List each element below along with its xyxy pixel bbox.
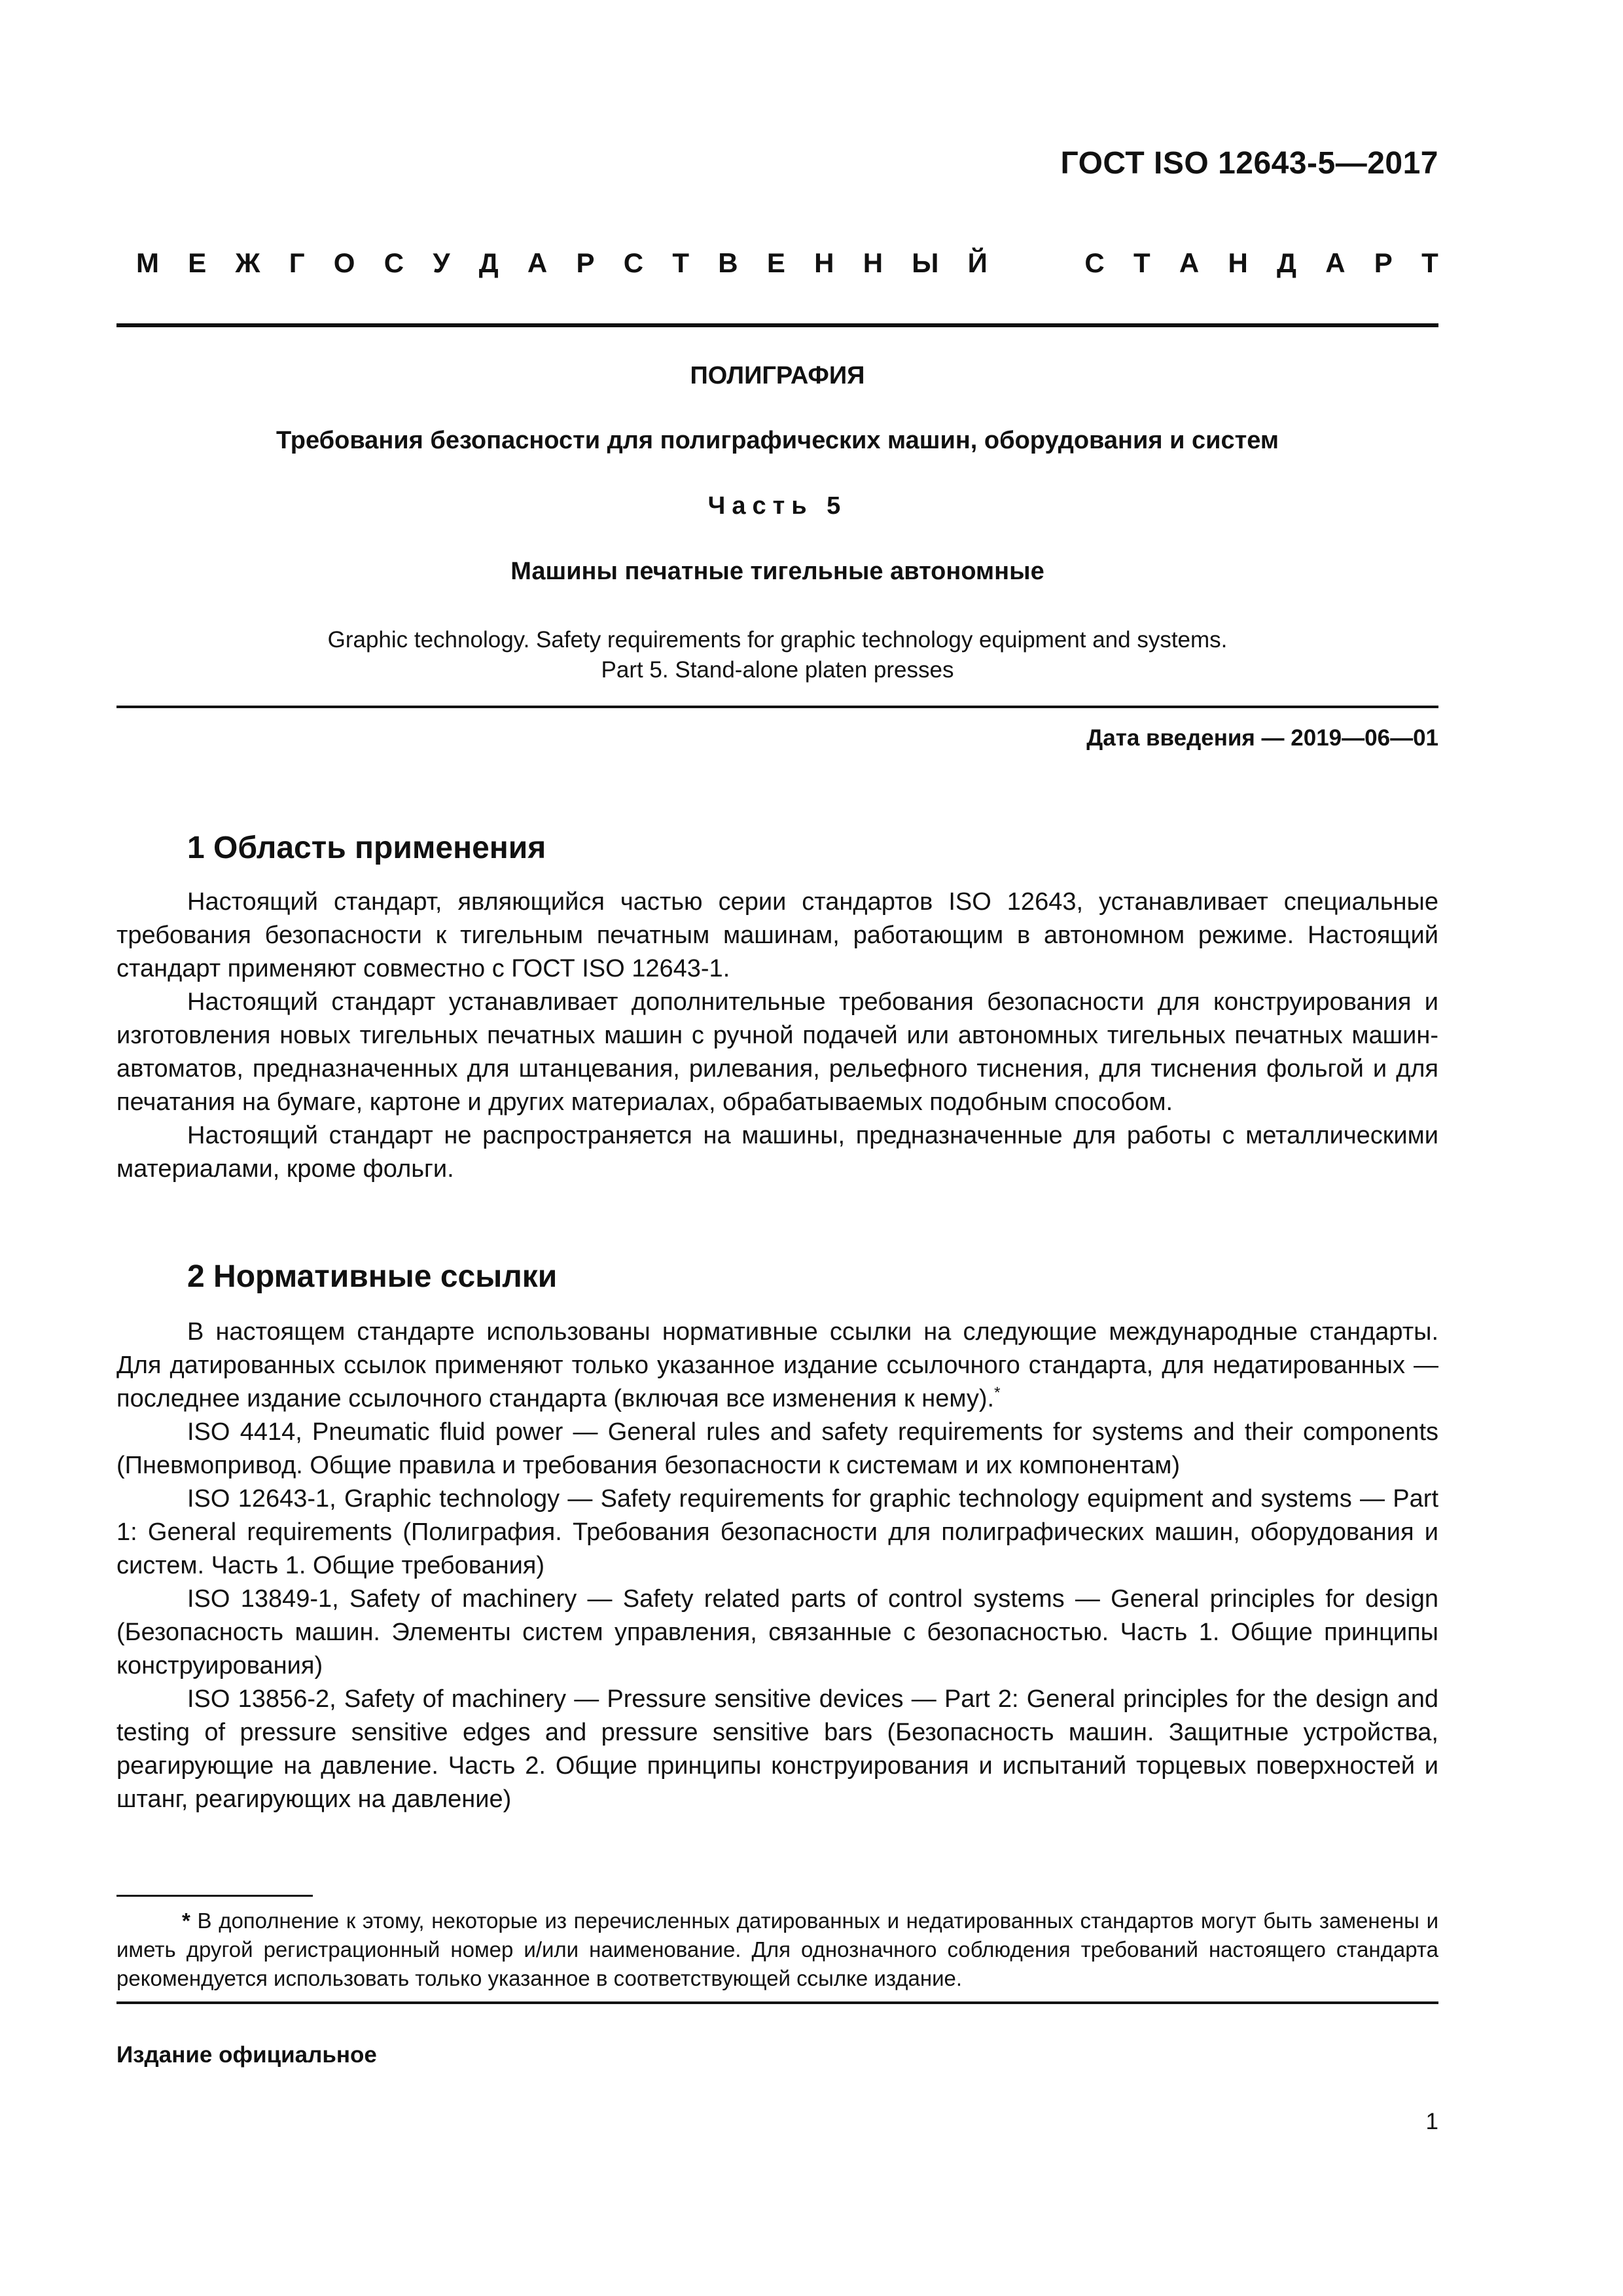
section-heading: 1 Область применения bbox=[187, 831, 546, 865]
kind-letter: Н bbox=[863, 247, 883, 278]
title-part-name: Машины печатные тигельные автономные bbox=[510, 558, 1044, 585]
page-number: 1 bbox=[1425, 2109, 1438, 2134]
document-page bbox=[116, 0, 1438, 2296]
title-english-line: Graphic technology. Safety requirements for graphic technology equipment and systems. bbox=[327, 627, 1228, 653]
kind-letter: А bbox=[527, 247, 548, 278]
kind-letter: В bbox=[718, 247, 738, 278]
kind-letter: Т bbox=[672, 247, 689, 278]
paragraph-text: В настоящем стандарте использованы нормативные ссылки на следующие международные стандарты. Для датированных ссылок применяют только указанное издание ссылочного стандарта, для недатированных — последнее издание ссылочного стандарта (включая все изменения к нему). bbox=[116, 1318, 1438, 1412]
footnote-paragraph bbox=[116, 1907, 1438, 1993]
title-main: ПОЛИГРАФИЯ bbox=[690, 362, 865, 389]
title-part: Часть 5 bbox=[707, 492, 847, 520]
footnote-mark[interactable]: * bbox=[994, 1384, 1001, 1402]
reference-item: ISO 13856-2, Safety of machinery — Pressure sensitive devices — Part 2: General principles for the design and testing of pressure sensitive edges and pressure sensitive bars (Безопасность машин. Защитные устройства, реагирующие на давление. Часть 2. Общие принципы конструирования и испытаний торцевых поверхностей и штанг, реагирующих на давление) bbox=[116, 1685, 1438, 1813]
paragraph: Настоящий стандарт устанавливает дополнительные требования безопасности для конструирования и изготовления новых тигельных печатных машин с ручной подачей или автономных тигельных печатных машин-автоматов, предназначенных для штанцевания, рилевания, рельефного тиснения, для тиснения фольгой и для печатания на бумаге, картоне и других материалах, обрабатываемых подобным способом. bbox=[116, 988, 1438, 1116]
paragraph: Настоящий стандарт не распространяется на машины, предназначенные для работы с металлическими материалами, кроме фольги. bbox=[116, 1122, 1438, 1183]
document-code: ГОСТ ISO 12643-5—2017 bbox=[1060, 146, 1438, 181]
kind-letter: Ж bbox=[235, 247, 260, 278]
header-rule bbox=[116, 323, 1438, 327]
paragraph bbox=[116, 1316, 1438, 1416]
footnote bbox=[116, 1907, 1438, 1993]
kind-letter: Й bbox=[967, 247, 988, 278]
kind-letter: Д bbox=[1277, 247, 1296, 278]
section-body bbox=[116, 886, 1438, 1186]
official-edition-label: Издание официальное bbox=[116, 2042, 377, 2068]
title-english bbox=[116, 625, 1438, 685]
kind-letter: О bbox=[333, 247, 355, 278]
kind-letter: А bbox=[1179, 247, 1200, 278]
kind-letter: Ы bbox=[912, 247, 939, 278]
kind-letter: М bbox=[136, 247, 159, 278]
kind-letter: Р bbox=[576, 247, 595, 278]
kind-letter: А bbox=[1325, 247, 1346, 278]
kind-letter: Т bbox=[1421, 247, 1438, 278]
reference-item: ISO 4414, Pneumatic fluid power — General rules and safety requirements for systems and their components (Пневмопривод. Общие правила и требования безопасности к системам и их компонентам) bbox=[116, 1418, 1438, 1479]
kind-letter: У bbox=[433, 247, 450, 278]
standard-kind-line bbox=[136, 247, 1438, 279]
footer-rule bbox=[116, 2001, 1438, 2004]
kind-letter: С bbox=[623, 247, 644, 278]
kind-letter: Т bbox=[1133, 247, 1150, 278]
reference-item: ISO 13849-1, Safety of machinery — Safety related parts of control systems — General principles for design (Безопасность машин. Элементы систем управления, связанные с безопасностью. Часть 1. Общие принципы конструирования) bbox=[116, 1585, 1438, 1679]
kind-letter: Е bbox=[188, 247, 207, 278]
kind-letter: Д bbox=[478, 247, 499, 278]
footnote-star: * bbox=[182, 1909, 190, 1933]
kind-letter: Р bbox=[1374, 247, 1393, 278]
kind-letter: Г bbox=[289, 247, 305, 278]
kind-letter: Е bbox=[766, 247, 785, 278]
paragraph: Настоящий стандарт, являющийся частью серии стандартов ISO 12643, устанавливает специальные требования безопасности к тигельным печатным машинам, работающим в автономном режиме. Настоящий стандарт применяют совместно с ГОСТ ISO 12643-1. bbox=[116, 888, 1438, 982]
kind-letter: С bbox=[383, 247, 404, 278]
kind-letter: Н bbox=[1228, 247, 1248, 278]
title-english-line: Part 5. Stand-alone platen presses bbox=[601, 657, 954, 683]
kind-letter: Н bbox=[814, 247, 834, 278]
reference-item: ISO 12643-1, Graphic technology — Safety requirements for graphic technology equipment and systems — Part 1: General requirements (Полиграфия. Требования безопасности для полиграфических машин, оборудования и систем. Часть 1. Общие требования) bbox=[116, 1485, 1438, 1579]
title-subtitle: Требования безопасности для полиграфических машин, оборудования и систем bbox=[276, 427, 1279, 454]
title-rule bbox=[116, 706, 1438, 708]
word-gap bbox=[1016, 247, 1056, 279]
introduction-date: Дата введения — 2019—06—01 bbox=[1086, 725, 1438, 751]
section-heading: 2 Нормативные ссылки bbox=[187, 1259, 558, 1294]
footnote-text: В дополнение к этому, некоторые из перечисленных датированных и недатированных стандартов могут быть заменены и иметь другой регистрационный номер и/или наименование. Для однозначного соблюдения требований настоящего стандарта рекомендуется использовать только указанное в соответствующей ссылке издание. bbox=[116, 1909, 1438, 1990]
footnote-rule bbox=[116, 1895, 313, 1897]
kind-letter: С bbox=[1084, 247, 1105, 278]
section-body bbox=[116, 1316, 1438, 1816]
